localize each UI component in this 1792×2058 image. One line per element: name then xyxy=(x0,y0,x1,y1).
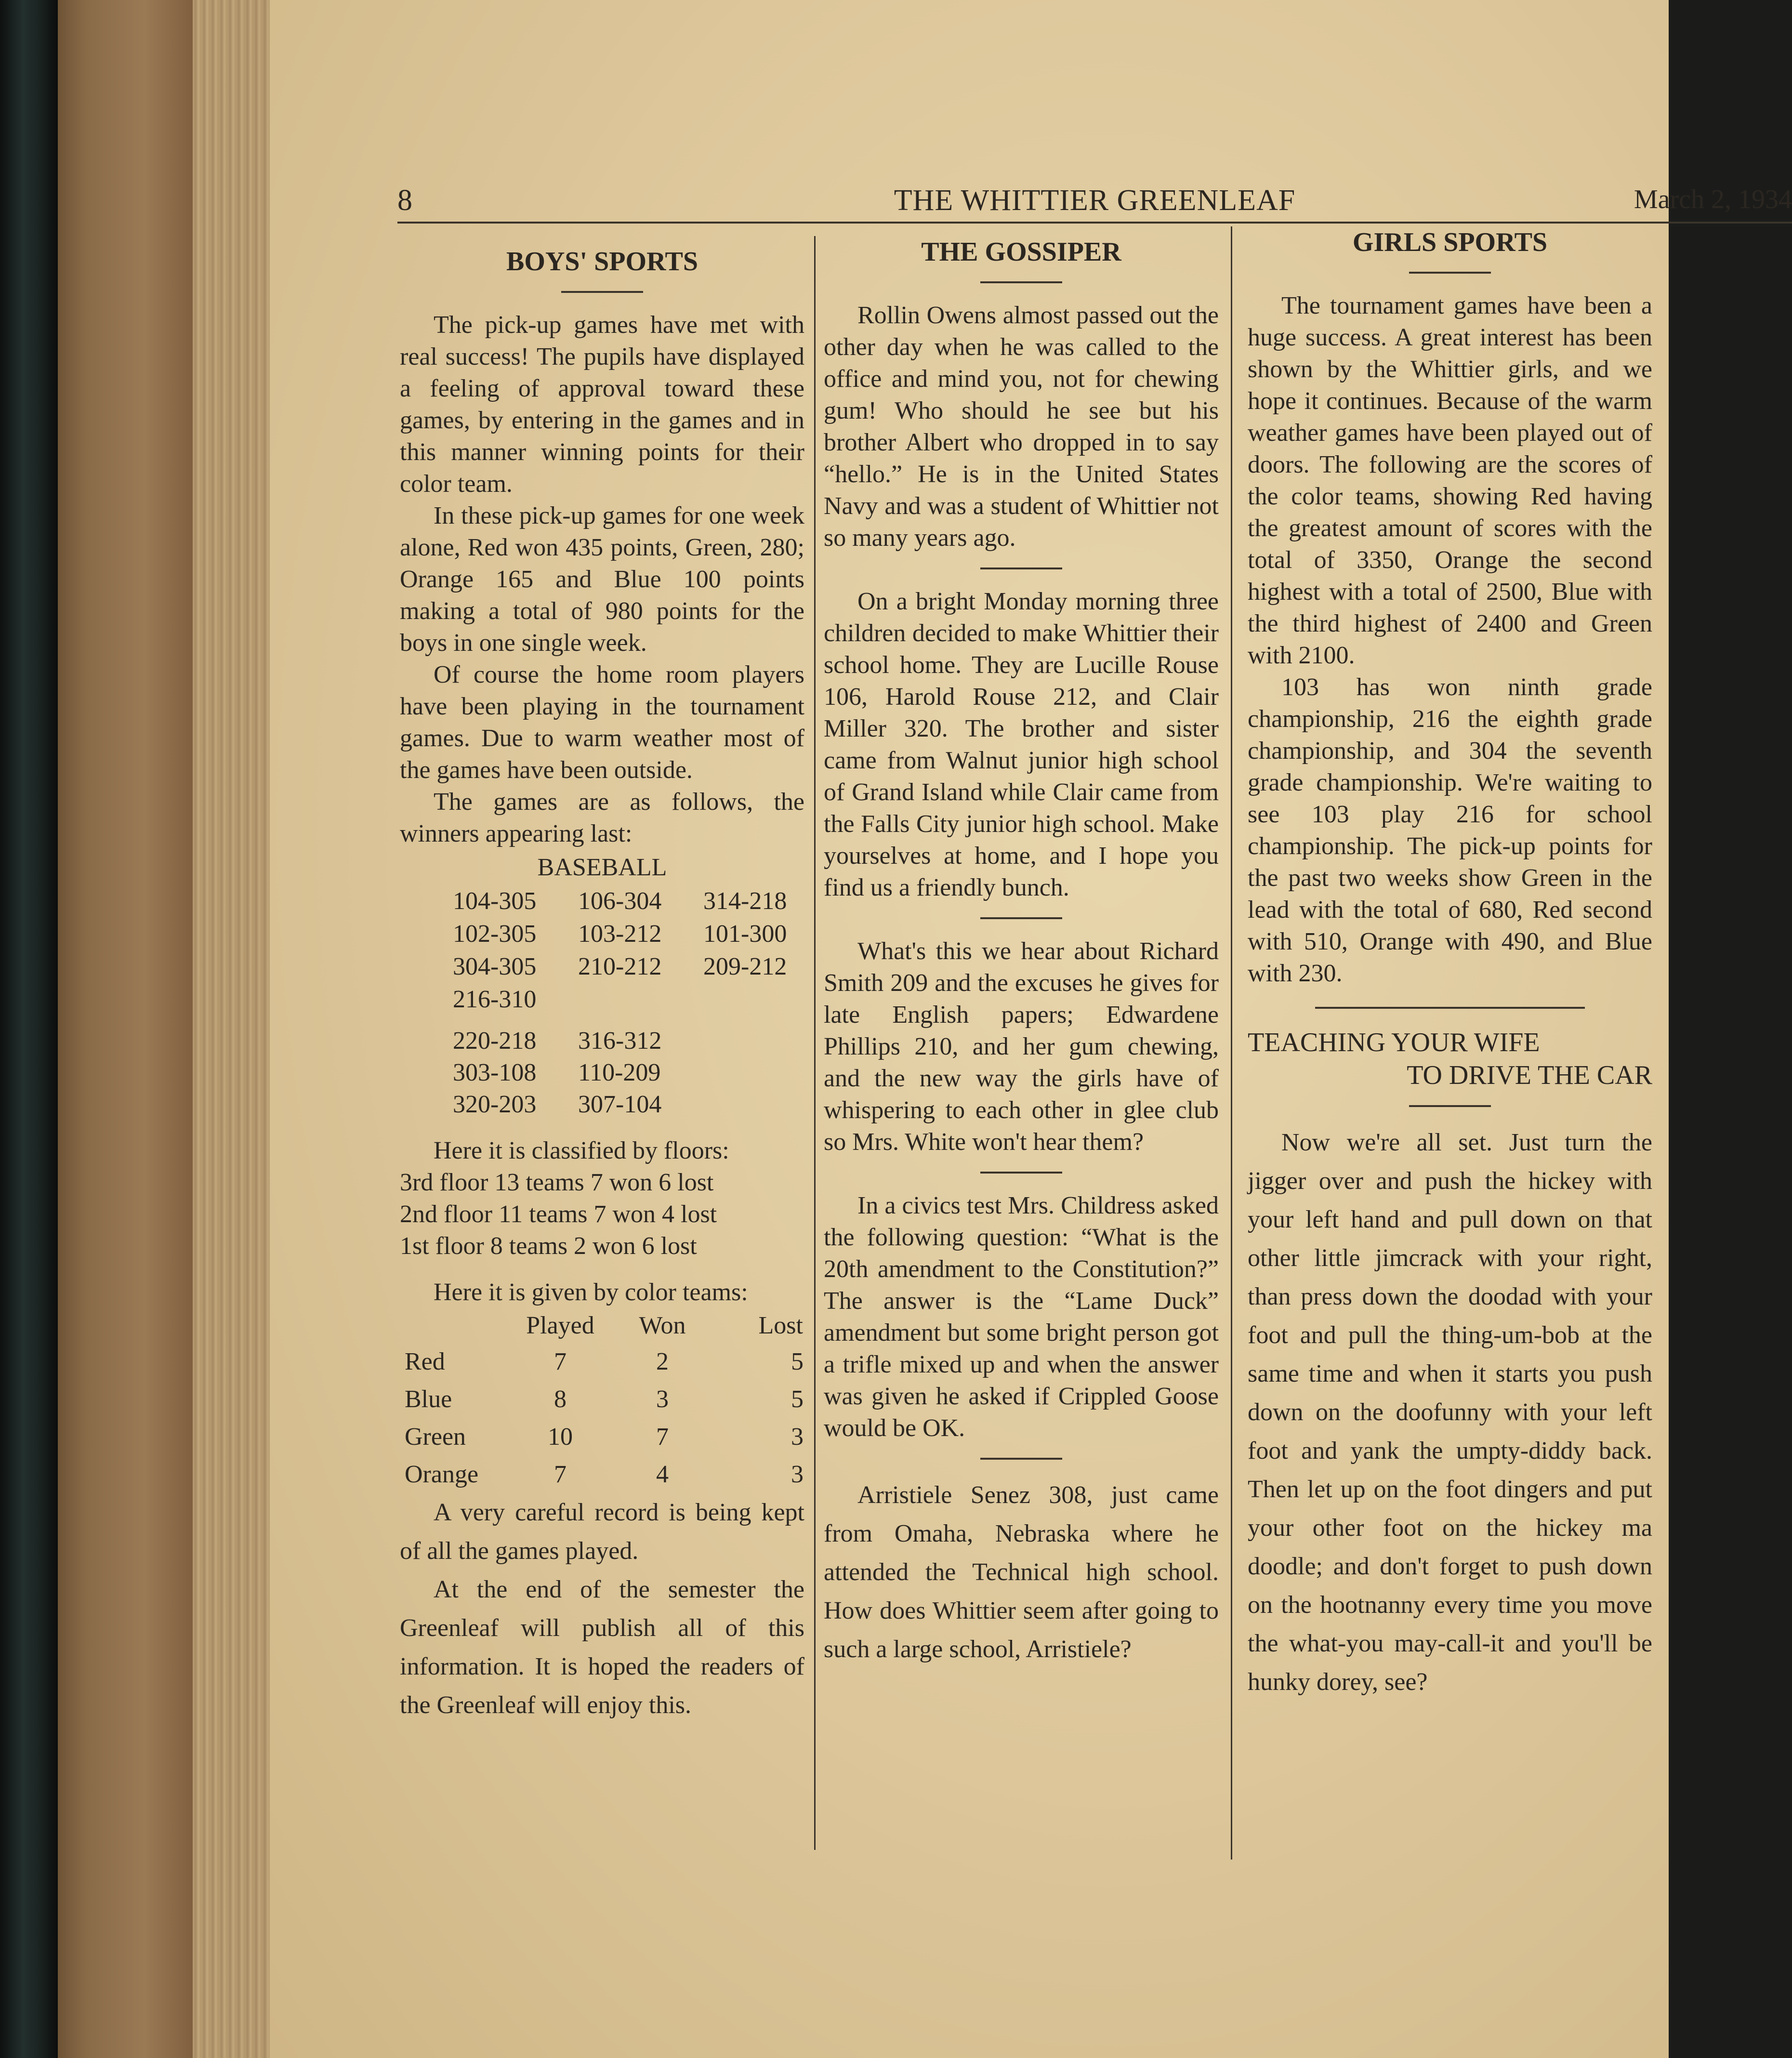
section-rule xyxy=(980,1172,1062,1174)
book-cover-edge xyxy=(58,0,202,2058)
page-header xyxy=(397,173,1792,224)
newspaper-page xyxy=(270,0,1792,2058)
game-result: 110-209 xyxy=(578,1059,661,1086)
floor-row: 3rd floor 13 teams 7 won 6 lost xyxy=(400,1169,714,1196)
teaching-wife-heading xyxy=(1248,1026,1652,1092)
gossiper-heading: THE GOSSIPER xyxy=(921,237,1121,267)
boys-sports-paragraph-3: Of course the home room players have been playing in the tournament games. Due to warm weather most of the games have been outside. xyxy=(400,661,804,784)
baseball-label: BASEBALL xyxy=(537,854,667,881)
team-name: Red xyxy=(405,1348,445,1375)
won-cell: 3 xyxy=(656,1385,669,1413)
game-result: 104-305 xyxy=(453,887,537,915)
gossip-item-1: Rollin Owens almost passed out the other day when he was called to the office and mind you, not for chewing gum! Who should he see but his brother Albert who dropped in to say “hello.” He is in the United States Navy and was a student of Whittier not so many years ago. xyxy=(824,302,1219,552)
game-result: 304-305 xyxy=(453,953,537,980)
heading-rule xyxy=(1409,272,1491,274)
page-number: 8 xyxy=(397,184,412,217)
gossiper-column xyxy=(824,236,1219,1669)
table-row xyxy=(405,1343,804,1381)
teaching-wife-paragraph: Now we're all set. Just turn the jigger over and push the hickey with your left hand and pull down on that other little jimcrack with your right, than press down the doodad with your foot and pull the thing-um-bob at the same time and when it starts you push down on the doofunny with your left foot and yank the umpty-diddy back. Then let up on the foot dingers and put your other foot on the hickey ma doodle; and don't forget to push down on the hootnanny every time you move the what-you may-call-it and you'll be hunky dorey, see? xyxy=(1248,1129,1652,1696)
column-divider-left xyxy=(814,236,816,1850)
game-result: 216-310 xyxy=(453,986,537,1013)
boys-sports-paragraph-6: At the end of the semester the Greenleaf will publish all of this information. It is hoped the readers of the Greenleaf will enjoy this. xyxy=(400,1576,804,1719)
teaching-wife-heading-line-1: TEACHING YOUR WIFE xyxy=(1248,1028,1540,1057)
game-results-list xyxy=(400,885,804,1016)
game-result: 316-312 xyxy=(578,1027,662,1055)
gossip-item-5: Arristiele Senez 308, just came from Omaha, Nebraska where he attended the Technical high school. How does Whittier seem after going to such a large school, Arristiele? xyxy=(824,1481,1219,1663)
table-row xyxy=(405,1456,804,1493)
color-teams-intro: Here it is given by color teams: xyxy=(434,1279,748,1306)
issue-date: March 2, 1934 xyxy=(1634,185,1792,214)
section-rule xyxy=(980,917,1062,919)
floor-row: 2nd floor 11 teams 7 won 4 lost xyxy=(400,1200,717,1228)
color-team-standings-table xyxy=(405,1308,804,1493)
book-binding xyxy=(0,0,58,2058)
won-cell: 7 xyxy=(656,1423,669,1451)
gossip-item-4: In a civics test Mrs. Childress asked the following question: “What is the 20th amendment to the Constitution?” The answer is the “Lame Duck” amendment but some bright person got a trifle mixed up and when the answer was given he asked if Crippled Goose would be OK. xyxy=(824,1192,1219,1442)
game-result: 314-218 xyxy=(703,887,787,915)
standings-header-row xyxy=(405,1308,804,1343)
page-stack-edge xyxy=(193,0,279,2058)
game-result: 210-212 xyxy=(578,953,662,980)
boys-sports-paragraph-2: In these pick-up games for one week alone, Red won 435 points, Green, 280; Orange 165 and Blue 100 points making a total of 980 points for the boys in one single week. xyxy=(400,502,804,657)
game-result: 209-212 xyxy=(703,953,787,980)
lost-cell: 3 xyxy=(791,1423,804,1451)
girls-sports-paragraph-2: 103 has won ninth grade championship, 216 the eighth grade championship, and 304 the seventh grade championship. We're waiting to see 103 play 216 for school championship. The pick-up points for the past two weeks show Green in the lead with the total of 680, Red second with 510, Orange with 490, and Blue with 230. xyxy=(1248,673,1652,987)
won-cell: 4 xyxy=(656,1461,669,1488)
newspaper-title: THE WHITTIER GREENLEAF xyxy=(894,184,1296,217)
section-rule xyxy=(980,1458,1062,1460)
boys-sports-column xyxy=(400,246,804,1725)
played-cell: 7 xyxy=(554,1461,567,1488)
team-name: Orange xyxy=(405,1461,479,1488)
boys-sports-paragraph-5: A very careful record is being kept of all the games played. xyxy=(400,1499,804,1565)
girls-sports-column xyxy=(1248,226,1652,1702)
game-result: 307-104 xyxy=(578,1091,662,1118)
girls-sports-paragraph-1: The tournament games have been a huge success. A great interest has been shown by the Whittier girls, and we hope it continues. Because of the warm weather games have been played out of doors. The following are the scores of the color teams, showing Red having the greatest amount of scores with the total of 3350, Orange the second highest with a total of 2500, Blue with the third highest of 2400 and Green with 2100. xyxy=(1248,292,1652,669)
won-cell: 2 xyxy=(656,1348,669,1375)
team-name: Green xyxy=(405,1423,466,1451)
game-result: 220-218 xyxy=(453,1027,537,1055)
lost-cell: 5 xyxy=(791,1385,804,1413)
boys-sports-paragraph-4: The games are as follows, the winners appearing last: xyxy=(400,788,804,847)
standings-header: Played xyxy=(526,1312,594,1339)
floors-intro: Here it is classified by floors: xyxy=(434,1137,729,1164)
heading-rule xyxy=(561,291,643,293)
column-divider-right xyxy=(1231,226,1232,1860)
floor-row: 1st floor 8 teams 2 won 6 lost xyxy=(400,1232,697,1260)
heading-rule xyxy=(1409,1105,1491,1107)
heading-rule xyxy=(980,281,1062,283)
teaching-wife-heading-line-2: TO DRIVE THE CAR xyxy=(1407,1060,1652,1090)
lost-cell: 3 xyxy=(791,1461,804,1488)
lost-cell: 5 xyxy=(791,1348,804,1375)
played-cell: 7 xyxy=(554,1348,567,1375)
game-result: 101-300 xyxy=(703,920,787,948)
table-row xyxy=(405,1381,804,1418)
game-result: 102-305 xyxy=(453,920,537,948)
girls-sports-heading: GIRLS SPORTS xyxy=(1352,227,1548,257)
table-row xyxy=(405,1418,804,1456)
standings-header: Lost xyxy=(758,1312,803,1339)
team-name: Blue xyxy=(405,1385,452,1413)
boys-sports-heading: BOYS' SPORTS xyxy=(506,247,698,277)
played-cell: 8 xyxy=(554,1385,567,1413)
gossip-item-3: What's this we hear about Richard Smith 209 and the excuses he gives for late English papers; Edwardene Phillips 210, and her gum chewing, and the new way the girls have of whispering to each other in glee club so Mrs. White won't hear them? xyxy=(824,937,1219,1156)
game-result: 303-108 xyxy=(453,1059,537,1086)
boys-sports-paragraph-1: The pick-up games have met with real success! The pupils have displayed a feeling of approval toward these games, by entering in the games and in this manner winning points for their color team. xyxy=(400,311,804,498)
played-cell: 10 xyxy=(548,1423,573,1451)
standings-header xyxy=(405,1308,516,1343)
gossip-item-2: On a bright Monday morning three children decided to make Whittier their school home. They are Lucille Rouse 106, Harold Rouse 212, and Clair Miller 320. The brother and sister came from Walnut junior high school of Grand Island while Clair came from the Falls City junior high school. Make yourselves at home, and I hope you find us a friendly bunch. xyxy=(824,588,1219,901)
game-result: 106-304 xyxy=(578,887,662,915)
standings-header: Won xyxy=(639,1312,686,1339)
section-rule xyxy=(1315,1007,1585,1009)
game-result: 320-203 xyxy=(453,1091,537,1118)
section-rule xyxy=(980,567,1062,569)
game-result: 103-212 xyxy=(578,920,662,948)
game-results-list-2 xyxy=(400,1025,804,1121)
